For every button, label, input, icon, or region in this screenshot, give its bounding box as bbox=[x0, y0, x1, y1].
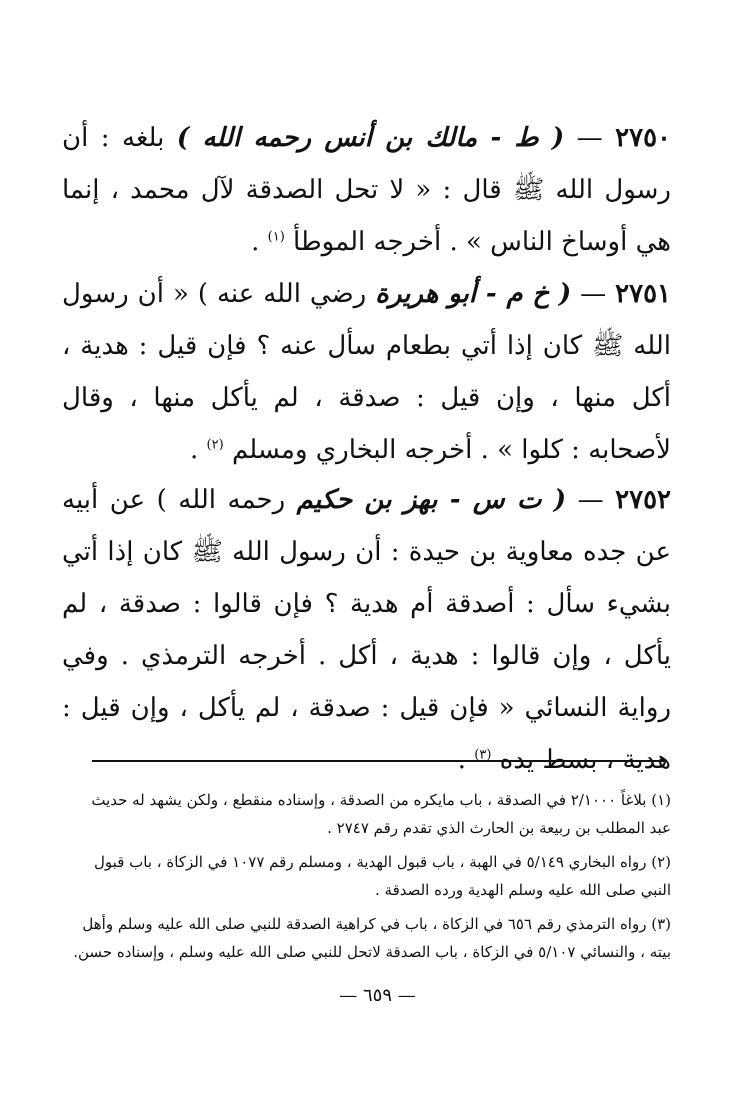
dash: — bbox=[566, 485, 616, 515]
footnote-ref: (٢) bbox=[206, 437, 224, 453]
footnotes bbox=[72, 786, 671, 972]
footnote-3: (٣) رواه الترمذي رقم ٦٥٦ في الزكاة ، باب في كراهية الصدقة للنبي صلى الله عليه وسلم وأهل بيته ، والنسائي ٥/١٠٧ في الزكاة ، باب الصدقة لاتحل للنبي صلى الله عليه وسلم ، وإسناده حسن. bbox=[73, 915, 671, 961]
hadith-text: رضي الله عنه ) « أن رسول الله ﷺ كان إذا أتي بطعام سأل عنه ؟ فإن قيل : هدية ، أكل منها ، وإن قيل : صدقة ، لم يأكل منها ، وقال لأصحابه : كلوا » . أخرجه البخاري ومسلم bbox=[62, 279, 671, 465]
hadith-2752 bbox=[62, 474, 671, 786]
footnote-divider bbox=[92, 760, 665, 762]
hadith-2751 bbox=[62, 268, 671, 476]
dash: — bbox=[564, 123, 616, 153]
hadith-end: . bbox=[251, 227, 268, 257]
hadith-text: رحمه الله ) عن أبيه عن جده معاوية بن حيدة : أن رسول الله ﷺ كان إذا أتي بشيء سأل : أصدقة أم هدية ؟ فإن قالوا : صدقة ، لم يأكل ، وإن قالوا : هدية ، أكل . أخرجه الترمذي . وفي رواية النسائي « فإن قيل : صدقة ، لم يأكل ، وإن قيل : هدية ، بسط يده bbox=[62, 485, 671, 775]
hadith-2750 bbox=[62, 112, 671, 268]
hadith-end: . bbox=[190, 435, 207, 465]
hadith-number: ٢٧٥١ bbox=[615, 279, 671, 309]
footnote-ref: (٣) bbox=[474, 747, 492, 763]
hadith-end: . bbox=[457, 745, 475, 775]
footnote-1: (١) بلاغاً ٢/١٠٠٠ في الصدقة ، باب مايكره من الصدقة ، وإسناده منقطع ، ولكن يشهد له حديث عبد المطلب بن ربيعة بن الحارث الذي تقدم رقم ٢٧٤٧ . bbox=[91, 791, 671, 837]
hadith-number: ٢٧٥٢ bbox=[615, 485, 672, 515]
hadith-text: بلغه : أن رسول الله ﷺ قال : « لا تحل الصدقة لآل محمد ، إنما هي أوساخ الناس » . أخرجه الموطأ bbox=[62, 123, 671, 257]
hadith-source: ( خ م - أبو هريرة bbox=[375, 279, 572, 309]
dash: — bbox=[571, 279, 616, 309]
hadith-source: ( ط - مالك بن أنس رحمه الله ) bbox=[176, 123, 565, 153]
hadith-number: ٢٧٥٠ bbox=[615, 123, 672, 153]
footnote-ref: (١) bbox=[267, 229, 285, 245]
page-number: — ٦٥٩ — bbox=[339, 985, 416, 1006]
footnote-2: (٢) رواه البخاري ٥/١٤٩ في الهبة ، باب قبول الهدية ، ومسلم رقم ١٠٧٧ في الزكاة ، باب قبول النبي صلى الله عليه وسلم الهدية ورده الصدقة . bbox=[94, 853, 671, 899]
hadith-source: ( ت س - بهز بن حكيم bbox=[296, 485, 567, 515]
